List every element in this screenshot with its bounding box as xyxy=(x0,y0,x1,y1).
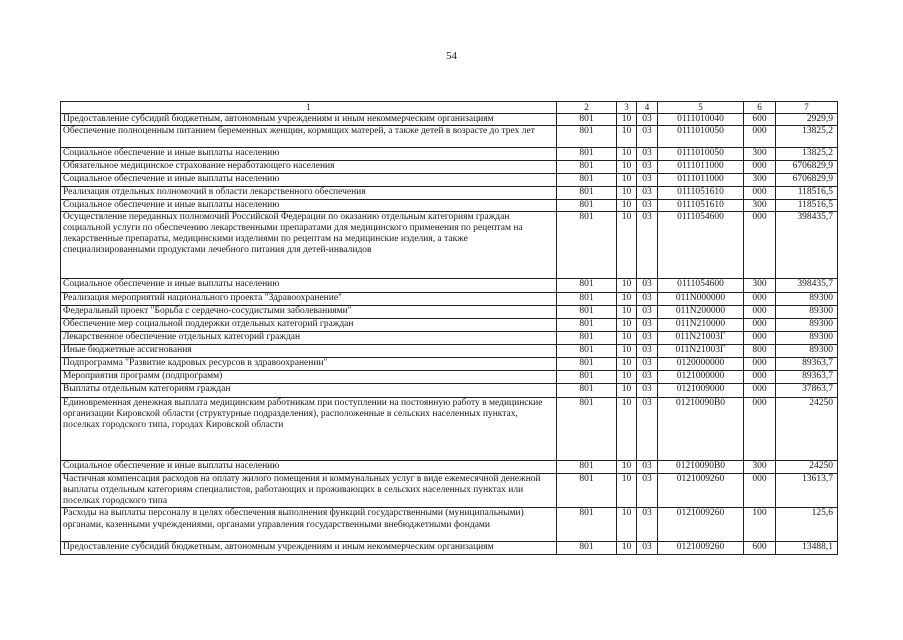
target-article-cell: 01210090В0 xyxy=(658,460,744,473)
ved-cell: 801 xyxy=(557,148,617,160)
table-row xyxy=(61,292,838,305)
target-article-cell: 0111054600 xyxy=(658,211,744,278)
subsection-cell: 03 xyxy=(637,331,658,344)
expense-type-cell: 000 xyxy=(744,397,776,460)
expense-type-cell: 600 xyxy=(744,542,776,555)
ved-cell: 801 xyxy=(557,160,617,173)
subsection-cell: 03 xyxy=(637,160,658,173)
expense-type-cell: 000 xyxy=(744,186,776,199)
row-name-cell: Федеральный проект "Борьба с сердечно-сосудистыми заболеваниями" xyxy=(61,305,557,318)
subsection-cell: 03 xyxy=(637,186,658,199)
amount-cell: 398435,7 xyxy=(776,278,838,292)
target-article-cell: 0111010050 xyxy=(658,126,744,148)
table-header-row xyxy=(61,102,838,114)
subsection-cell: 03 xyxy=(637,173,658,186)
amount-cell: 89363,7 xyxy=(776,357,838,370)
section-cell: 10 xyxy=(617,126,637,148)
subsection-cell: 03 xyxy=(637,460,658,473)
row-name-cell: Предоставление субсидий бюджетным, автономным учреждениям и иным некоммерческим организациям xyxy=(61,542,557,555)
row-name-cell: Социальное обеспечение и иные выплаты населению xyxy=(61,278,557,292)
expense-type-cell: 600 xyxy=(744,114,776,126)
target-article-cell: 0111010050 xyxy=(658,148,744,160)
subsection-cell: 03 xyxy=(637,318,658,331)
section-cell: 10 xyxy=(617,211,637,278)
ved-cell: 801 xyxy=(557,473,617,508)
expense-type-cell: 300 xyxy=(744,173,776,186)
row-name-cell: Мероприятия программ (подпрограмм) xyxy=(61,370,557,383)
ved-cell: 801 xyxy=(557,199,617,211)
ved-cell: 801 xyxy=(557,542,617,555)
section-cell: 10 xyxy=(617,292,637,305)
section-cell: 10 xyxy=(617,186,637,199)
expense-type-cell: 300 xyxy=(744,148,776,160)
subsection-cell: 03 xyxy=(637,357,658,370)
row-name-cell: Единовременная денежная выплата медицинским работникам при поступлении на постоянную работу в медицинские организации Кировской области (структурные подразделения), расположенные в сельских населенных пунктах, поселках городского типа, городах Кировской области xyxy=(61,397,557,460)
amount-cell: 125,6 xyxy=(776,508,838,542)
table-row xyxy=(61,114,838,126)
amount-cell: 398435,7 xyxy=(776,211,838,278)
target-article-cell: 0111051610 xyxy=(658,199,744,211)
target-article-cell: 011N21003Г xyxy=(658,344,744,357)
subsection-cell: 03 xyxy=(637,344,658,357)
table-row xyxy=(61,344,838,357)
table-row xyxy=(61,173,838,186)
amount-cell: 6706829,9 xyxy=(776,173,838,186)
subsection-cell: 03 xyxy=(637,508,658,542)
target-article-cell: 0111054600 xyxy=(658,278,744,292)
expense-type-cell: 000 xyxy=(744,318,776,331)
expense-type-cell: 000 xyxy=(744,473,776,508)
section-cell: 10 xyxy=(617,278,637,292)
target-article-cell: 0121009260 xyxy=(658,508,744,542)
expense-type-cell: 000 xyxy=(744,211,776,278)
expense-type-cell: 300 xyxy=(744,460,776,473)
expense-type-cell: 000 xyxy=(744,383,776,397)
target-article-cell: 011N21003Г xyxy=(658,331,744,344)
row-name-cell: Иные бюджетные ассигнования xyxy=(61,344,557,357)
row-name-cell: Реализация мероприятий национального проекта "Здравоохранение" xyxy=(61,292,557,305)
expense-type-cell: 000 xyxy=(744,292,776,305)
row-name-cell: Социальное обеспечение и иные выплаты населению xyxy=(61,460,557,473)
row-name-cell: Подпрограмма "Развитие кадровых ресурсов в здравоохранении" xyxy=(61,357,557,370)
table-row xyxy=(61,460,838,473)
ved-cell: 801 xyxy=(557,344,617,357)
expense-type-cell: 100 xyxy=(744,508,776,542)
section-cell: 10 xyxy=(617,370,637,383)
row-name-cell: Реализация отдельных полномочий в области лекарственного обеспечения xyxy=(61,186,557,199)
target-article-cell: 0121000000 xyxy=(658,370,744,383)
expense-type-cell: 300 xyxy=(744,199,776,211)
row-name-cell: Социальное обеспечение и иные выплаты населению xyxy=(61,148,557,160)
section-cell: 10 xyxy=(617,160,637,173)
subsection-cell: 03 xyxy=(637,305,658,318)
section-cell: 10 xyxy=(617,148,637,160)
target-article-cell: 0111011000 xyxy=(658,173,744,186)
target-article-cell: 011N210000 xyxy=(658,318,744,331)
table-row xyxy=(61,370,838,383)
subsection-cell: 03 xyxy=(637,278,658,292)
header-cell: 5 xyxy=(658,102,744,114)
table-row xyxy=(61,199,838,211)
row-name-cell: Обеспечение полноценным питанием беременных женщин, кормящих матерей, а также детей в возрасте до трех лет xyxy=(61,126,557,148)
ved-cell: 801 xyxy=(557,173,617,186)
subsection-cell: 03 xyxy=(637,397,658,460)
target-article-cell: 0121009260 xyxy=(658,542,744,555)
expense-type-cell: 000 xyxy=(744,160,776,173)
header-cell: 4 xyxy=(637,102,658,114)
row-name-cell: Лекарственное обеспечение отдельных категорий граждан xyxy=(61,331,557,344)
row-name-cell: Социальное обеспечение и иные выплаты населению xyxy=(61,173,557,186)
row-name-cell: Обеспечение мер социальной поддержки отдельных категорий граждан xyxy=(61,318,557,331)
ved-cell: 801 xyxy=(557,305,617,318)
header-cell: 1 xyxy=(61,102,557,114)
budget-table xyxy=(60,101,838,555)
ved-cell: 801 xyxy=(557,211,617,278)
section-cell: 10 xyxy=(617,357,637,370)
row-name-cell: Обязательное медицинское страхование неработающего населения xyxy=(61,160,557,173)
table-row xyxy=(61,473,838,508)
header-cell: 3 xyxy=(617,102,637,114)
amount-cell: 118516,5 xyxy=(776,186,838,199)
row-name-cell: Предоставление субсидий бюджетным, автономным учреждениям и иным некоммерческим организациям xyxy=(61,114,557,126)
subsection-cell: 03 xyxy=(637,542,658,555)
target-article-cell: 0121009000 xyxy=(658,383,744,397)
ved-cell: 801 xyxy=(557,508,617,542)
ved-cell: 801 xyxy=(557,357,617,370)
amount-cell: 2929,9 xyxy=(776,114,838,126)
target-article-cell: 011N200000 xyxy=(658,305,744,318)
subsection-cell: 03 xyxy=(637,126,658,148)
section-cell: 10 xyxy=(617,508,637,542)
expense-type-cell: 000 xyxy=(744,126,776,148)
expense-type-cell: 000 xyxy=(744,305,776,318)
table-row xyxy=(61,357,838,370)
table-row xyxy=(61,278,838,292)
amount-cell: 89300 xyxy=(776,305,838,318)
subsection-cell: 03 xyxy=(637,473,658,508)
section-cell: 10 xyxy=(617,199,637,211)
subsection-cell: 03 xyxy=(637,148,658,160)
table-row xyxy=(61,186,838,199)
ved-cell: 801 xyxy=(557,370,617,383)
target-article-cell: 0120000000 xyxy=(658,357,744,370)
ved-cell: 801 xyxy=(557,278,617,292)
subsection-cell: 03 xyxy=(637,292,658,305)
section-cell: 10 xyxy=(617,542,637,555)
ved-cell: 801 xyxy=(557,318,617,331)
amount-cell: 118516,5 xyxy=(776,199,838,211)
row-name-cell: Выплаты отдельным категориям граждан xyxy=(61,383,557,397)
ved-cell: 801 xyxy=(557,114,617,126)
target-article-cell: 0111051610 xyxy=(658,186,744,199)
ved-cell: 801 xyxy=(557,383,617,397)
section-cell: 10 xyxy=(617,331,637,344)
ved-cell: 801 xyxy=(557,186,617,199)
header-cell: 6 xyxy=(744,102,776,114)
header-cell: 2 xyxy=(557,102,617,114)
section-cell: 10 xyxy=(617,305,637,318)
table-row xyxy=(61,126,838,148)
target-article-cell: 0111011000 xyxy=(658,160,744,173)
amount-cell: 37863,7 xyxy=(776,383,838,397)
section-cell: 10 xyxy=(617,383,637,397)
ved-cell: 801 xyxy=(557,126,617,148)
row-name-cell: Социальное обеспечение и иные выплаты населению xyxy=(61,199,557,211)
row-name-cell: Расходы на выплаты персоналу в целях обеспечения выполнения функций государственными (муниципальными) органами, казенными учреждениями, органами управления государственными внебюджетными фондами xyxy=(61,508,557,542)
amount-cell: 13825,2 xyxy=(776,148,838,160)
table-row xyxy=(61,305,838,318)
table-row xyxy=(61,397,838,460)
amount-cell: 13825,2 xyxy=(776,126,838,148)
table-row xyxy=(61,211,838,278)
section-cell: 10 xyxy=(617,473,637,508)
expense-type-cell: 000 xyxy=(744,370,776,383)
amount-cell: 89363,7 xyxy=(776,370,838,383)
row-name-cell: Осуществление переданных полномочий Российской Федерации по оказанию отдельным категориям граждан социальной услуги по обеспечению лекарственными препаратами для медицинского применения по рецептам на лекарственные препараты, медицинскими изделиями по рецептам на медицинские изделия, а также специализированными продуктами лечебного питания для детей-инвалидов xyxy=(61,211,557,278)
section-cell: 10 xyxy=(617,114,637,126)
target-article-cell: 011N000000 xyxy=(658,292,744,305)
row-name-cell: Частичная компенсация расходов на оплату жилого помещения и коммунальных услуг в виде ежемесячной денежной выплаты отдельным категориям специалистов, работающих и проживающих в сельских населенных пунктах или поселках городского типа xyxy=(61,473,557,508)
section-cell: 10 xyxy=(617,344,637,357)
ved-cell: 801 xyxy=(557,397,617,460)
expense-type-cell: 000 xyxy=(744,331,776,344)
section-cell: 10 xyxy=(617,173,637,186)
subsection-cell: 03 xyxy=(637,370,658,383)
table-row xyxy=(61,508,838,542)
ved-cell: 801 xyxy=(557,292,617,305)
section-cell: 10 xyxy=(617,460,637,473)
table-row xyxy=(61,160,838,173)
table-row xyxy=(61,318,838,331)
amount-cell: 24250 xyxy=(776,460,838,473)
expense-type-cell: 300 xyxy=(744,278,776,292)
subsection-cell: 03 xyxy=(637,211,658,278)
page-number: 54 xyxy=(446,50,457,62)
expense-type-cell: 800 xyxy=(744,344,776,357)
amount-cell: 13488,1 xyxy=(776,542,838,555)
amount-cell: 89300 xyxy=(776,331,838,344)
amount-cell: 6706829,9 xyxy=(776,160,838,173)
ved-cell: 801 xyxy=(557,331,617,344)
header-cell: 7 xyxy=(776,102,838,114)
target-article-cell: 01210090В0 xyxy=(658,397,744,460)
table-row xyxy=(61,331,838,344)
amount-cell: 89300 xyxy=(776,318,838,331)
table-row xyxy=(61,148,838,160)
subsection-cell: 03 xyxy=(637,199,658,211)
amount-cell: 13613,7 xyxy=(776,473,838,508)
target-article-cell: 0121009260 xyxy=(658,473,744,508)
amount-cell: 89300 xyxy=(776,344,838,357)
amount-cell: 89300 xyxy=(776,292,838,305)
section-cell: 10 xyxy=(617,318,637,331)
table-row xyxy=(61,542,838,555)
target-article-cell: 0111010040 xyxy=(658,114,744,126)
subsection-cell: 03 xyxy=(637,114,658,126)
expense-type-cell: 000 xyxy=(744,357,776,370)
amount-cell: 24250 xyxy=(776,397,838,460)
ved-cell: 801 xyxy=(557,460,617,473)
subsection-cell: 03 xyxy=(637,383,658,397)
section-cell: 10 xyxy=(617,397,637,460)
table-row xyxy=(61,383,838,397)
